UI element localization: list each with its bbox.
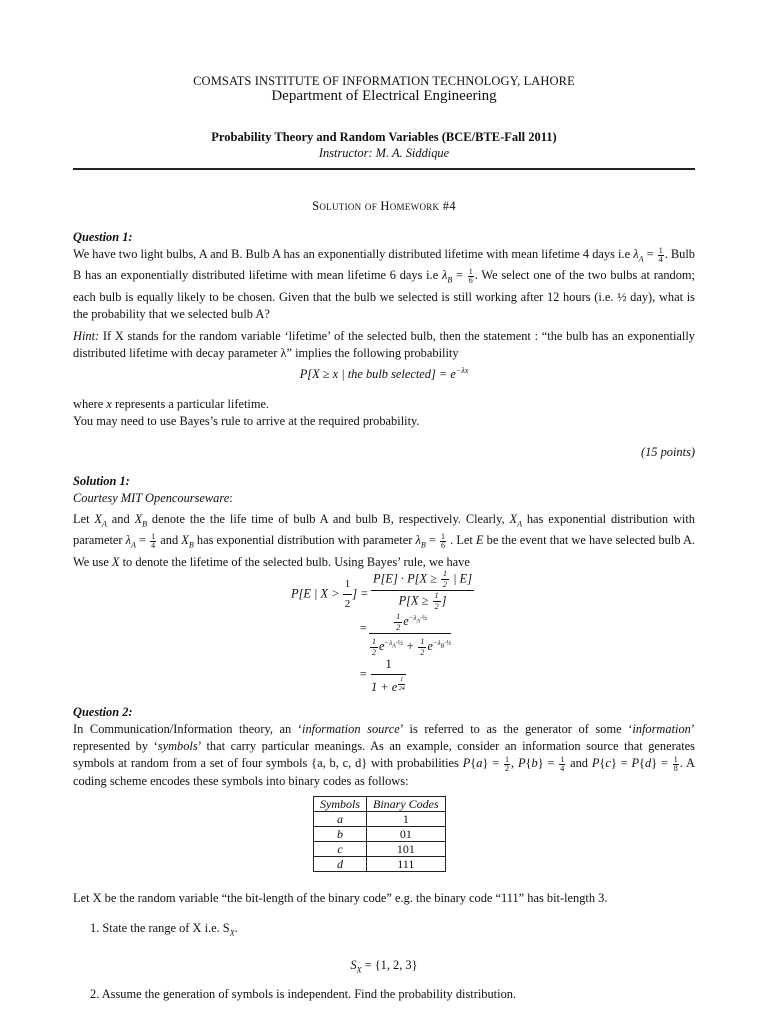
bayes-derivation: P[E | X > $\frac{1}{2}$ ] = P[E] · P[X ≥ $\frac{1}{2}$ | E] P[X ≥ $\frac{1}{2}$ ] = $\frac{1}{2}$ $e^{-\lambda_A\cdot\frac{1}{2}}$ $\frac{1}{2}$ $e^{-\lambda_A\cdot\frac{1}{2}}$ + $\frac{1}{2}$ $e^{-\lambda_B\cdot\frac{1}{2}}$ = 1 1 + e $^{\frac{1}{24}}$	[291, 569, 473, 695]
binary-codes-table	[313, 796, 446, 872]
course-title: Probability Theory and Random Variables (BCE/BTE-Fall 2011)	[211, 130, 557, 144]
homework-title: Solution of Homework #4	[312, 199, 456, 213]
list-item: 1. State the range of X i.e. $S_X$.	[90, 921, 238, 938]
hint-equation: P[X ≥ x | the bulb selected] = $e^{-\lambda x}$	[299, 366, 469, 382]
table-row	[314, 857, 446, 872]
department-name: Department of Electrical Engineering	[271, 88, 497, 104]
solution-1	[73, 473, 695, 571]
question-1-points: (15 points)	[640, 445, 695, 459]
table-cell: a	[314, 812, 367, 827]
table-row	[314, 812, 446, 827]
question-2-text: In Communication/Information theory, an ‘information source’ is referred to as the generator of some ‘information’ represented by ‘symbols’ that carry particular meanings. As an example, consider an information source that generates symbols at random from a set of four symbols {a, b, c, d} with probabilities P{a} = $\frac{1}{2}$ , P{b} = $\frac{1}{4}$ and P{c} = P{d} = $\frac{1}{8}$ . A coding scheme encodes these symbols into binary codes as follows:	[73, 722, 695, 788]
table-cell: 1	[367, 812, 446, 827]
col-header-binary-codes: Binary Codes	[367, 797, 446, 812]
question-2	[73, 704, 695, 790]
table-cell: 101	[367, 842, 446, 857]
institute-name: COMSATS INSTITUTE OF INFORMATION TECHNOLOGY, LAHORE	[193, 74, 575, 88]
range-equation: $S_X = \{1$, 2, 3}	[350, 958, 418, 975]
question-2-heading: Question 2:	[73, 705, 133, 719]
col-header-symbols: Symbols	[314, 797, 367, 812]
header-divider	[73, 168, 695, 170]
hint-followup: where x represents a particular lifetime. You may need to use Bayes’s rule to arrive at the required probability.	[73, 397, 420, 428]
table-cell: 111	[367, 857, 446, 872]
solution-1-text: Let $X_A$ and $X_B$ denote the the life time of bulb A and bulb B, respectively. Clearly, $X_A$ has exponential distribution with parameter $\lambda_A$ = $\frac{1}{4}$ and $X_B$ has exponential distribution with parameter $\lambda_B$ = $\frac{1}{6}$ . Let E be the event that we have selected bulb A. We use X to denote the lifetime of the selected bulb. Using Bayes’ rule, we have	[73, 512, 696, 569]
question-1	[73, 229, 695, 362]
list-item: 2. Assume the generation of symbols is independent. Find the probability distribution.	[90, 987, 517, 1001]
table-cell: c	[314, 842, 367, 857]
table-row	[314, 842, 446, 857]
table-cell: b	[314, 827, 367, 842]
solution-1-courtesy: Courtesy MIT Opencourseware:	[73, 491, 233, 505]
instructor-name: Instructor: M. A. Siddique	[318, 146, 450, 160]
table-cell: 01	[367, 827, 446, 842]
question-1-text: We have two light bulbs, A and B. Bulb A has an exponentially distributed lifetime with mean lifetime 4 days i.e $\lambda_A$ = $\frac{1}{4}$ . Bulb B has an exponentially distributed lifetime with mean lifetime 6 days i.e $\lambda_B$ = $\frac{1}{6}$ . We select one of the two bulbs at random; each bulb is equally likely to be chosen. Given that the bulb we selected is still working after 12 hours (i.e. ½ day), what is the probability that we selected bulb A?	[73, 245, 696, 321]
table-cell: d	[314, 857, 367, 872]
hint-text: Hint: If X stands for the random variable ‘lifetime’ of the selected bulb, then the statement : “the bulb has an exponentially distributed lifetime with decay parameter λ” implies the following probability	[73, 328, 695, 360]
solution-1-heading: Solution 1:	[73, 474, 130, 488]
random-variable-definition: Let X be the random variable “the bit-length of the binary code” e.g. the binary code “111” has bit-length 3.	[73, 891, 608, 905]
table-row	[314, 827, 446, 842]
question-1-heading: Question 1:	[73, 230, 133, 244]
table-header-row	[314, 797, 446, 812]
